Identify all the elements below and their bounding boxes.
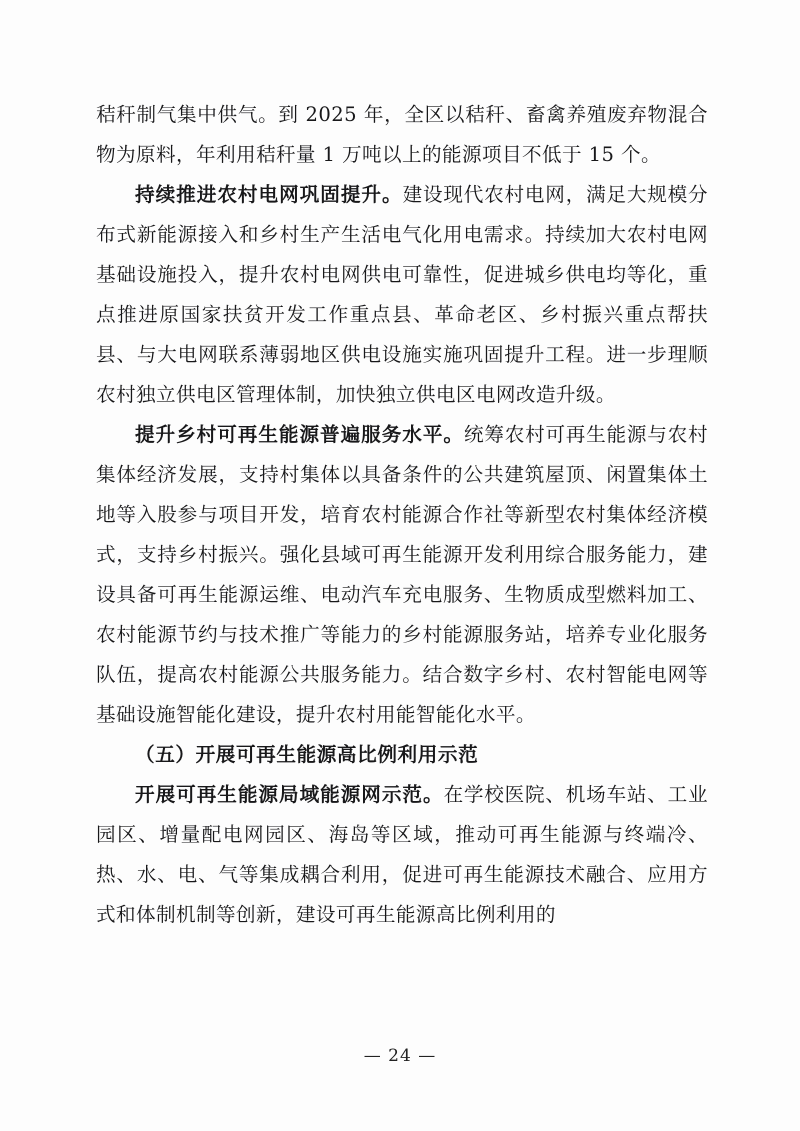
paragraph-rural-grid [96, 175, 708, 415]
paragraph-text: 建设现代农村电网，满足大规模分布式新能源接入和乡村生产生活电气化用电需求。持续加大农村电网基础设施投入，提升农村电网供电可靠性，促进城乡供电均等化，重点推进原国家扶贫开发工作重点县、革命老区、乡村振兴重点帮扶县、与大电网联系薄弱地区供电设施实施巩固提升工程。进一步理顺农村独立供电区管理体制，加快独立供电区电网改造升级。 [96, 183, 708, 406]
paragraph-text: 在学校医院、机场车站、工业园区、增量配电网园区、海岛等区域，推动可再生能源与终端冷、热、水、电、气等集成耦合利用，促进可再生能源技术融合、应用方式和体制机制等创新，建设可再生能源高比例利用的 [96, 783, 709, 926]
heading-text: （五）开展可再生能源高比例利用示范 [135, 743, 479, 766]
paragraph-lead: 开展可再生能源局域能源网示范。 [135, 783, 444, 806]
paragraph-lead: 提升乡村可再生能源普遍服务水平。 [135, 423, 464, 446]
paragraph-continued [96, 95, 708, 175]
paragraph-text: 统筹农村可再生能源与农村集体经济发展，支持村集体以具备条件的公共建筑屋顶、闲置集体土地等入股参与项目开发，培育农村能源合作社等新型农村集体经济模式，支持乡村振兴。强化县域可再生能源开发利用综合服务能力，建设具备可再生能源运维、电动汽车充电服务、生物质成型燃料加工、农村能源节约与技术推广等能力的乡村能源服务站，培养专业化服务队伍，提高农村能源公共服务能力。结合数字乡村、农村智能电网等基础设施智能化建设，提升农村用能智能化水平。 [96, 423, 708, 726]
paragraph-demo [96, 775, 708, 935]
page-content [96, 95, 708, 935]
section-heading-five [96, 735, 708, 775]
page-number: — 24 — [363, 1046, 437, 1066]
paragraph-lead: 持续推进农村电网巩固提升。 [135, 183, 403, 206]
paragraph-text: 秸秆制气集中供气。到 2025 年，全区以秸秆、畜禽养殖废弃物混合物为原料，年利用秸秆量 1 万吨以上的能源项目不低于 15 个。 [96, 103, 708, 166]
paragraph-rural-service [96, 415, 708, 735]
